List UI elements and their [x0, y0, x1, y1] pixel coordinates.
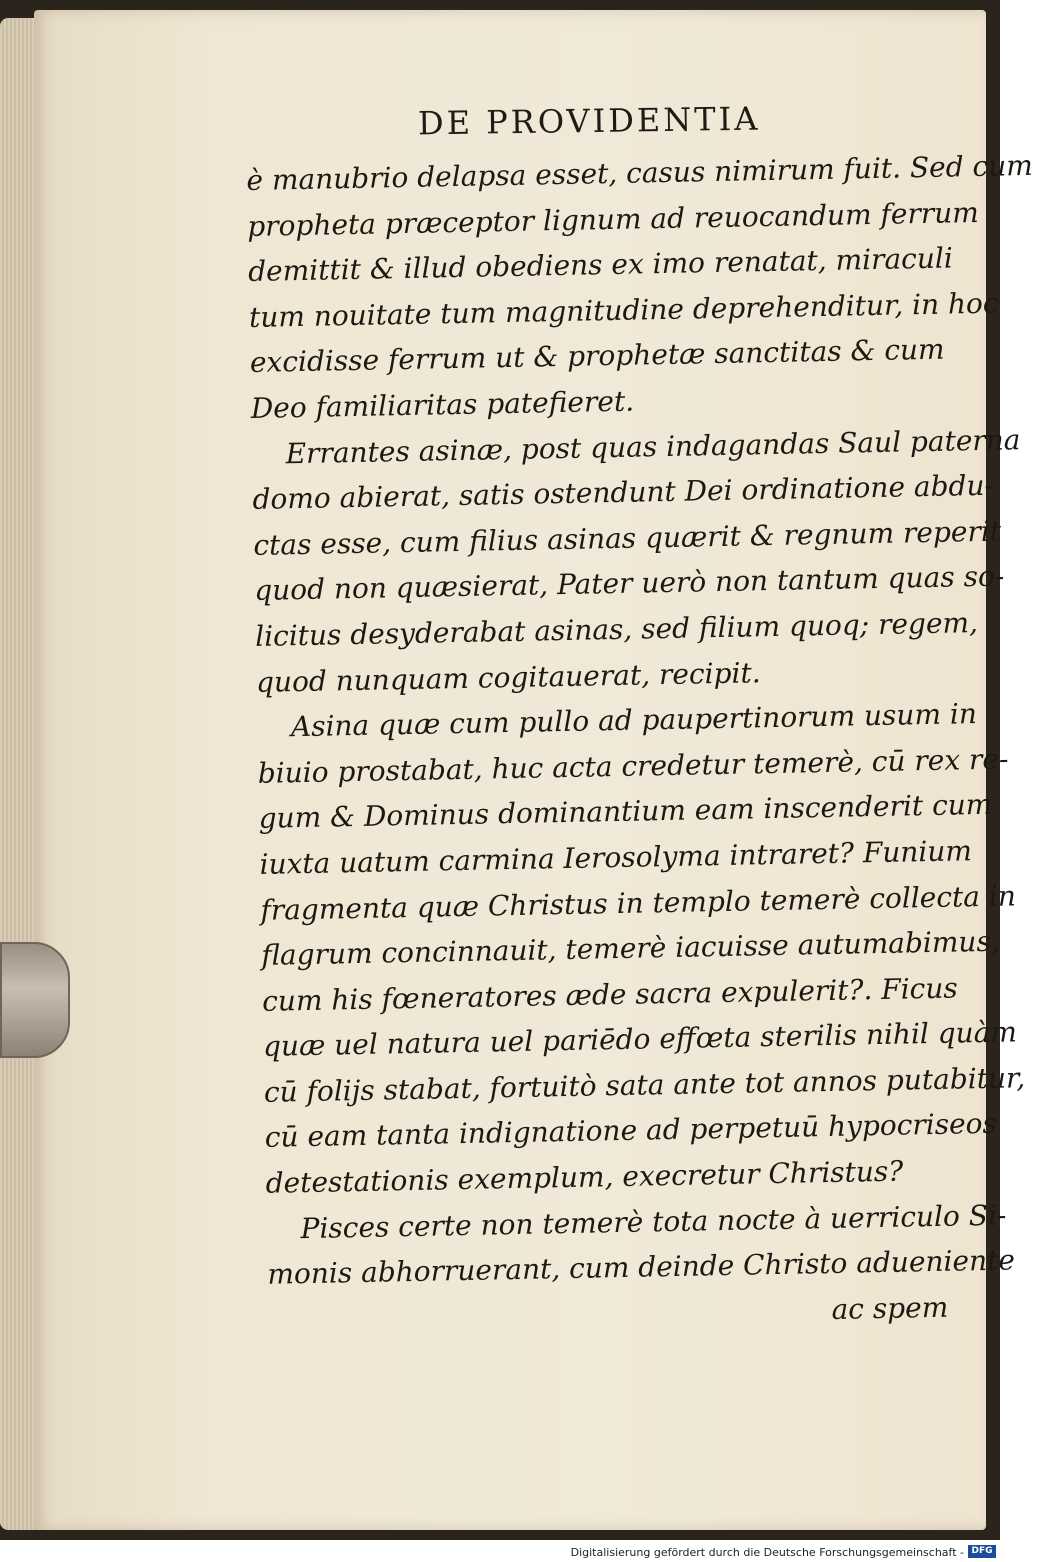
text-line: biuio prostabat, huc acta credetur temerè, cū rex re-	[257, 742, 1009, 790]
text-line: monis abhorruerant, cum deinde Christo adueniente	[267, 1243, 1016, 1292]
text-line: flagrum concinnauit, temerè iacuisse autumabimus,	[260, 924, 1000, 972]
text-line: domo abierat, satis ostendunt Dei ordinatione abdu-	[252, 468, 995, 517]
dfg-logo: DFG	[968, 1545, 996, 1558]
text-line: demittit & illud obediens ex imo renatat, miraculi	[247, 241, 954, 289]
text-line: cum his fœneratores æde sacra expulerit?. Ficus	[261, 971, 959, 1018]
text-line: Asina quæ cum pullo ad paupertinorum usum in	[290, 697, 978, 744]
text-line: iuxta uatum carmina Ierosolyma intraret? Funium	[259, 834, 973, 881]
text-line: Pisces certe non temerè tota nocte à uerriculo Si-	[300, 1198, 1007, 1245]
text-line: fragmenta quæ Christus in templo temerè collecta in	[260, 878, 1017, 927]
text-line: excidisse ferrum ut & prophetæ sanctitas & cum	[249, 333, 945, 380]
text-line: licitus desyderabat asinas, sed filium quoq; regem,	[254, 605, 979, 653]
text-line: detestationis exemplum, execretur Christus?	[265, 1154, 904, 1200]
text-line: gum & Dominus dominantium eam inscenderit cum	[258, 788, 993, 836]
text-line: Errantes asinæ, post quas indagandas Saul paterna	[285, 422, 1021, 470]
text-line: cū eam tanta indignatione ad perpetuū hypocriseos	[264, 1107, 998, 1155]
catchword: ac spem	[831, 1290, 949, 1326]
text-line: cū folijs stabat, fortuitò sata ante tot annos putabitur,	[263, 1061, 1026, 1109]
text-line: è manubrio delapsa esset, casus nimirum fuit. Sed cum	[246, 148, 1034, 197]
funding-credit: Digitalisierung gefördert durch die Deutsche Forschungsgemeinschaft -	[570, 1546, 964, 1559]
text-line: quæ uel natura uel pariēdo effœta sterilis nihil quàm	[262, 1015, 1018, 1064]
text-line: ctas esse, cum filius asinas quærit & regnum reperit	[253, 514, 1002, 562]
text-line: tum nouitate tum magnitudine deprehenditur, in hoc	[248, 286, 999, 334]
text-line: quod nunquam cogitauerat, recipit.	[255, 655, 761, 699]
running-header: DE PROVIDENTIA	[417, 99, 761, 143]
page-text-block	[246, 145, 1034, 1343]
text-line: propheta præceptor lignum ad reuocandum ferrum	[246, 195, 980, 243]
text-line: quod non quæsierat, Pater uerò non tantum quas so-	[253, 559, 1005, 608]
book-clasp	[0, 942, 70, 1058]
text-line: Deo familiaritas patefieret.	[250, 384, 635, 425]
